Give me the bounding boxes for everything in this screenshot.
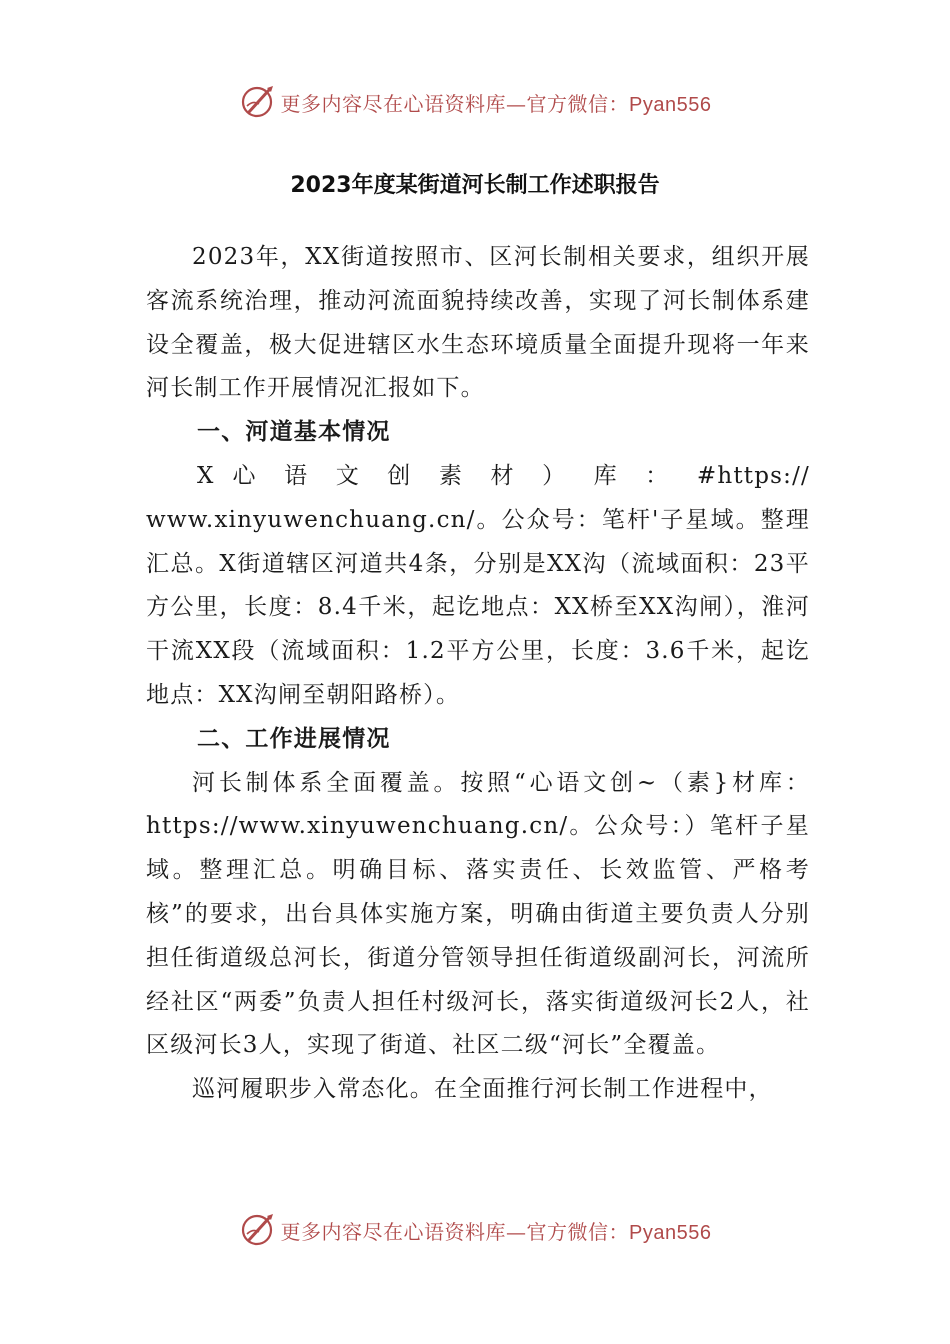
section1-first-line: X 心 语 文 创 素 材 ） 库 ： #https:// bbox=[197, 462, 810, 489]
section-heading-1: 一、河道基本情况 bbox=[197, 419, 391, 446]
page-title: 2023年度某街道河长制工作述职报告 bbox=[290, 173, 660, 198]
banner-text: 更多内容尽在心语资料库—官方微信：Pyan556 bbox=[280, 1219, 712, 1244]
pen-logo-icon bbox=[239, 82, 279, 122]
pen-logo-icon bbox=[239, 1210, 279, 1250]
footer-banner bbox=[0, 1210, 950, 1250]
banner-text: 更多内容尽在心语资料库—官方微信：Pyan556 bbox=[280, 91, 712, 116]
section-heading-2: 二、工作进展情况 bbox=[197, 725, 391, 752]
wechat-id: Pyan556 bbox=[629, 93, 712, 116]
section2-paragraph-1: 河长制体系全面覆盖。按照“心语文创~（素}材库：https://www.xinyuwenchuang.cn/。公众号：）笔杆子星域。整理汇总。明确目标、落实责任、长效监管、严格考核”的要求，出台具体实施方案，明确由街道主要负责人分别担任街道级总河长，街道分管领导担任街道级副河长，河流所经社区“两委”负责人担任村级河长，落实街道级河长2人，社区级河长3人，实现了街道、社区二级“河长”全覆盖。 bbox=[146, 769, 810, 1059]
section1-paragraph: www.xinyuwenchuang.cn/。公众号：笔杆'子星域。整理汇总。X街道辖区河道共4条，分别是XX沟（流域面积：23平方公里，长度：8.4千米，起讫地点：XX桥至XX沟闸），淮河干流XX段（流域面积：1.2平方公里，长度：3.6千米，起讫地点：XX沟闸至朝阳路桥）。 bbox=[146, 506, 810, 708]
wechat-id: Pyan556 bbox=[629, 1221, 712, 1244]
document-body bbox=[146, 236, 810, 1112]
section2-paragraph-2: 巡河履职步入常态化。在全面推行河长制工作进程中， bbox=[192, 1076, 773, 1103]
intro-paragraph: 2023年，XX街道按照市、区河长制相关要求，组织开展客流系统治理，推动河流面貌持续改善，实现了河长制体系建设全覆盖，极大促进辖区水生态环境质量全面提升现将一年来河长制工作开展情况汇报如下。 bbox=[146, 244, 810, 402]
header-banner bbox=[0, 82, 950, 122]
